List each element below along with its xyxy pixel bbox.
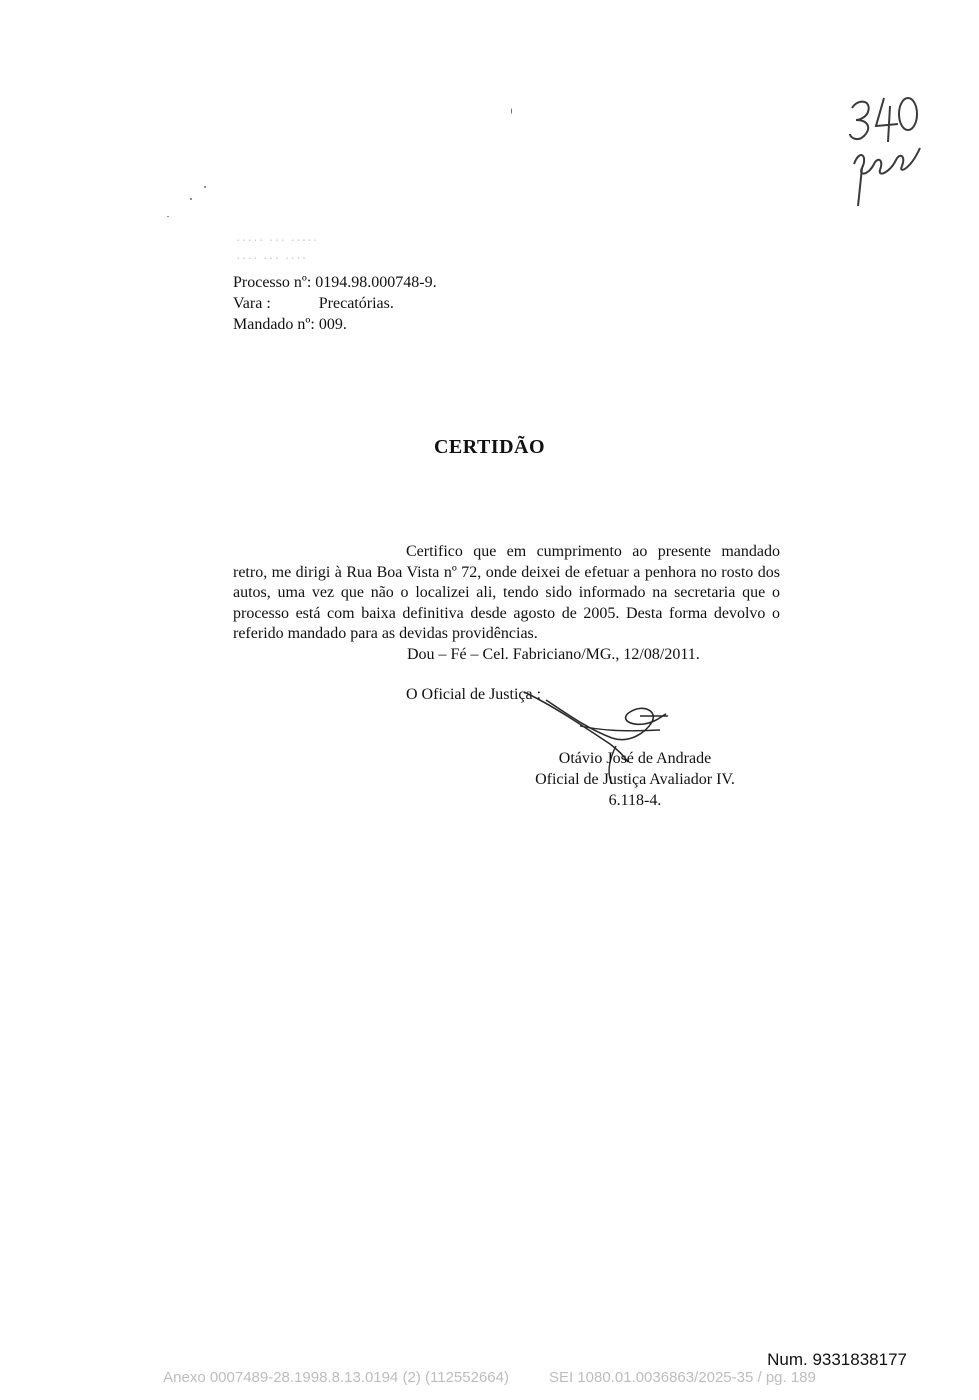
signatory-role: Oficial de Justiça Avaliador IV. [535, 771, 735, 788]
document-title: CERTIDÃO [433, 436, 546, 458]
scan-speck [190, 198, 192, 200]
certificate-body [233, 542, 780, 645]
process-number: Processo nº: 0194.98.000748-9. [233, 274, 437, 291]
bleed-through-text: ····· ··· ····· [236, 234, 319, 249]
document-number: Num. 9331838177 [767, 1350, 907, 1369]
sei-reference: SEI 1080.01.0036863/2025-35 / pg. 189 [548, 1369, 816, 1386]
scan-speck [511, 108, 512, 114]
footer-reference [0, 1369, 979, 1386]
scan-speck [204, 186, 206, 188]
court-division-value: Precatórias. [318, 295, 394, 312]
handwritten-page-number [838, 86, 928, 216]
court-division-label: Vara : [233, 295, 271, 312]
scan-speck [167, 216, 169, 217]
signatory-registration: 6.118-4. [608, 792, 662, 809]
court-division [233, 293, 437, 314]
warrant-number: Mandado nº: 009. [233, 316, 347, 333]
bleed-through-text: ···· ··· ···· [236, 252, 308, 267]
officer-label: O Oficial de Justiça : [406, 686, 542, 703]
process-header [233, 272, 437, 335]
annex-reference: Anexo 0007489-28.1998.8.13.0194 (2) (112552664) [163, 1369, 509, 1386]
body-paragraph: Certifico que em cumprimento ao presente mandado retro, me dirigi à Rua Boa Vista nº 72, onde deixei de efetuar a penhora no rosto dos autos, uma vez que não o localizei ali, tendo sido informado na secretaria que o processo está com baixa definitiva desde agosto de 2005. Desta forma devolvo o referido mandado para as devidas providências. [233, 543, 780, 643]
signatory-name: Otávio José de Andrade [558, 750, 712, 767]
signatory-block [500, 748, 770, 811]
attestation-line: Dou – Fé – Cel. Fabriciano/MG., 12/08/2011. [407, 646, 700, 663]
